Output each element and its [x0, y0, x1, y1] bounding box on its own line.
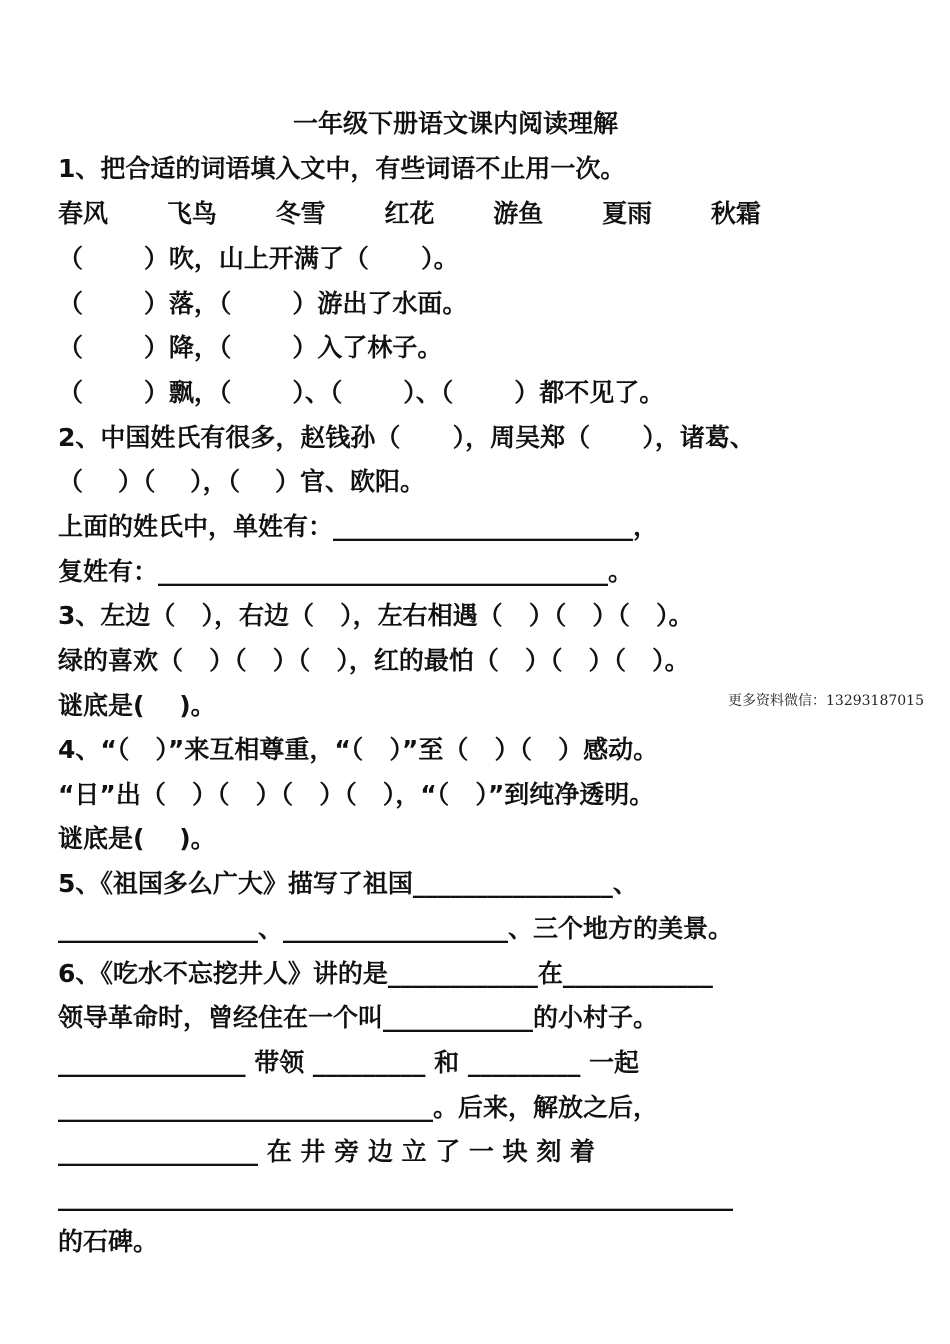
q6-line-2: 领导革命时，曾经住在一个叫____________的小村子。: [58, 1003, 659, 1032]
q3-line-2: 绿的喜欢（ ）（ ）（ ），红的最怕（ ）（ ）（ ）。: [58, 646, 690, 675]
q3-line-1: 3、左边（ ），右边（ ），左右相遇（ ）（ ）（ ）。: [58, 601, 694, 630]
q4-line-2: “日”出（ ）（ ）（ ）（ ），“（ ）”到纯净透明。: [58, 780, 655, 809]
q4-line-1: 4、“（ ）”来互相尊重，“（ ）”至（ ）（ ）感动。: [58, 735, 659, 764]
q1-line-4: （ ）飘，（ ）、（ ）、（ ）都不见了。: [58, 378, 665, 407]
q1-line-1: （ ）吹，山上开满了（ ）。: [58, 244, 459, 273]
q6-line-1: 6、《吃水不忘挖井人》讲的是____________在____________: [58, 959, 713, 988]
q1-line-2: （ ）落，（ ）游出了水面。: [58, 289, 468, 318]
q2-single-surnames: 上面的姓氏中，单姓有：________________________，: [58, 512, 659, 541]
q5-line-2: ________________、__________________、三个地方的美景。: [58, 914, 734, 943]
q2-compound-surnames: 复姓有：____________________________________。: [58, 557, 634, 586]
q4-answer: 谜底是( )。: [58, 824, 216, 853]
q6-line-3: _______________ 带领 _________ 和 _________ 一起: [58, 1048, 640, 1077]
q6-line-5: ________________ 在 井 旁 边 立 了 一 块 刻 着: [58, 1137, 596, 1166]
q6-line-6: ______________________________________________________: [58, 1182, 733, 1211]
q2-line-2: （ ）（ ），（ ）官、欧阳。: [58, 467, 425, 496]
q1-line-3: （ ）降，（ ）入了林子。: [58, 333, 443, 362]
q6-line-4: ______________________________。后来，解放之后，: [58, 1093, 659, 1122]
q2-line-1: 2、中国姓氏有很多，赵钱孙（ ），周吴郑（ ），诸葛、: [58, 423, 755, 452]
q1-instruction: 1、把合适的词语填入文中，有些词语不止用一次。: [58, 154, 626, 183]
q6-line-7: 的石碑。: [58, 1227, 159, 1256]
q3-answer: 谜底是( )。: [58, 691, 216, 720]
page-title: 一年级下册语文课内阅读理解: [293, 109, 619, 138]
q5-line-1: 5、《祖国多么广大》描写了祖国________________、: [58, 869, 638, 898]
q1-word-bank: 春风 飞鸟 冬雪 红花 游鱼 夏雨 秋霜: [58, 199, 761, 228]
watermark-text: 更多资料微信：13293187015: [728, 693, 924, 709]
